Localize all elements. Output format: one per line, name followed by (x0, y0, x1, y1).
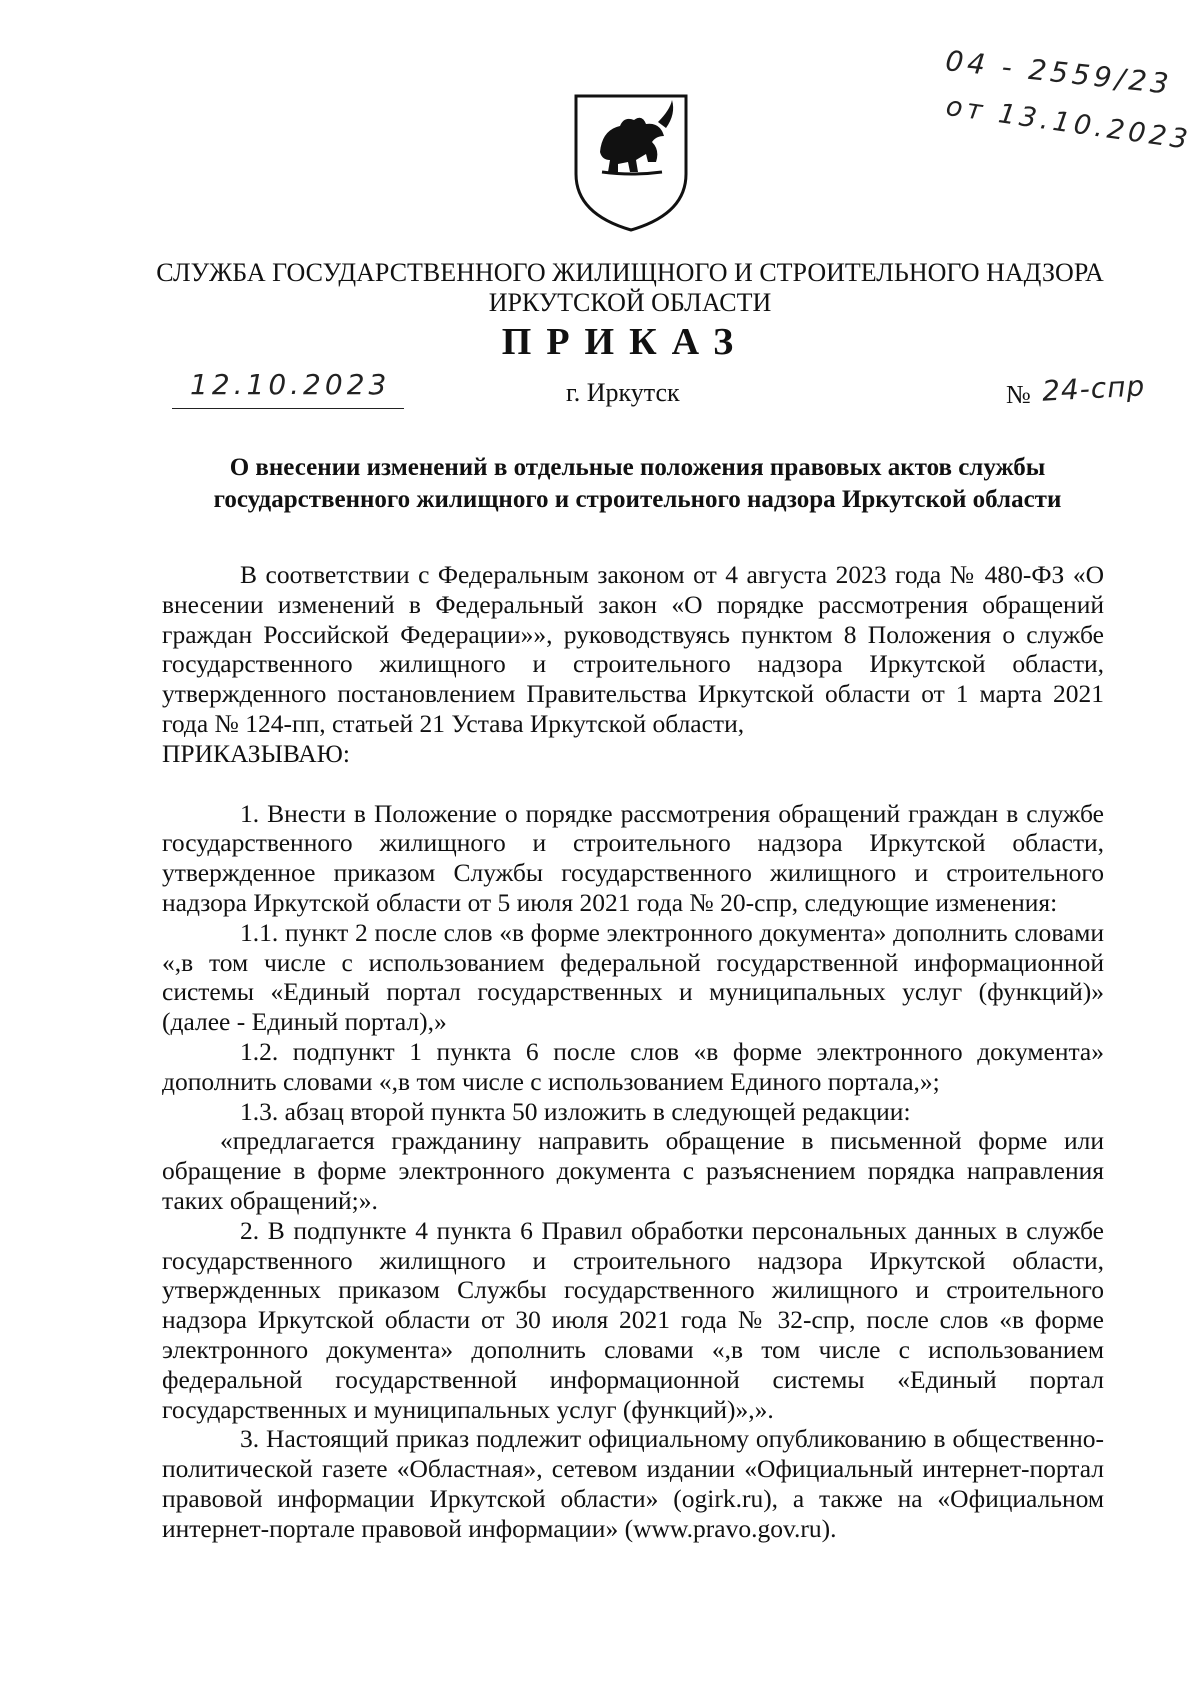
registration-number-stamp: 04 - 2559/23 (943, 44, 1174, 101)
order-title (170, 452, 1105, 516)
item-1-2: 1.2. подпункт 1 пункта 6 после слов «в форме электронного документа» дополнить словами «,в том числе с использованием Единого портала,»; (162, 1036, 1104, 1096)
order-city: г. Иркутск (566, 378, 680, 407)
order-date-field (172, 368, 404, 409)
item-2: 2. В подпункте 4 пункта 6 Правил обработки персональных данных в службе государственного жилищного и строительного надзора Иркутской области, утвержденных приказом Службы государственного жилищного и строительного надзора Иркутской области от 30 июля 2021 года № 32-спр, после слов «в форме электронного документа» дополнить словами «,в том числе с использованием федеральной государственной информационной системы «Единый портал государственных и муниципальных услуг (функций)»,». (162, 1215, 1104, 1424)
item-1-3-quote: «предлагается гражданину направить обращение в письменной форме или обращение в форме электронного документа с разъяснением порядка направления таких обращений;». (162, 1126, 1104, 1215)
organization-name (150, 258, 1110, 318)
order-number: 24-спр (1041, 369, 1147, 408)
item-1: 1. Внести в Положение о порядке рассмотрения обращений граждан в службе государственного жилищного и строительного надзора Иркутской области, утвержденное приказом Службы государственного жилищного и строительного надзора Иркутской области от 5 июля 2021 года № 20-спр, следующие изменения: (162, 798, 1104, 917)
item-1-1: 1.1. пункт 2 после слов «в форме электронного документа» дополнить словами «,в том числе с использованием федеральной государственной информационной системы «Единый портал государственных и муниципальных услуг (функций)» (далее - Единый портал),» (162, 917, 1104, 1037)
title-line-2: государственного жилищного и строительного надзора Иркутской области (213, 486, 1062, 513)
org-line-2: ИРКУТСКОЙ ОБЛАСТИ (488, 288, 772, 317)
order-body (162, 560, 1104, 1544)
preamble-paragraph: В соответствии с Федеральным законом от 4 августа 2023 года № 480-ФЗ «О внесении изменений в Федеральный закон «О порядке рассмотрения обращений граждан Российской Федерации»», руководствуясь пунктом 8 Положения о службе государственного жилищного и строительного надзора Иркутской области, утвержденного постановлением Правительства Иркутской области от 1 марта 2021 года № 124-пп, статьей 21 Устава Иркутской области, (162, 560, 1104, 738)
order-date: 12.10.2023 (190, 368, 391, 401)
item-1-3: 1.3. абзац второй пункта 50 изложить в следующей редакции: (240, 1096, 911, 1126)
order-number-label: № (1006, 380, 1031, 409)
document-type-heading: ПРИКАЗ (501, 321, 749, 363)
irkutsk-coat-of-arms-icon (572, 92, 690, 234)
order-word: ПРИКАЗЫВАЮ: (162, 738, 350, 768)
org-line-1: СЛУЖБА ГОСУДАРСТВЕННОГО ЖИЛИЩНОГО И СТРОИТЕЛЬНОГО НАДЗОРА (156, 258, 1104, 287)
title-line-1: О внесении изменений в отдельные положения правовых актов службы (229, 454, 1046, 481)
item-3: 3. Настоящий приказ подлежит официальному опубликованию в общественно-политической газете «Областная», сетевом издании «Официальный интернет-портал правовой информации Иркутской области» (ogirk.ru), а также на «Официальном интернет-портале правовой информации» (www.pravo.gov.ru). (162, 1424, 1104, 1543)
registration-date-stamp: от 13.10.2023 (944, 90, 1194, 157)
